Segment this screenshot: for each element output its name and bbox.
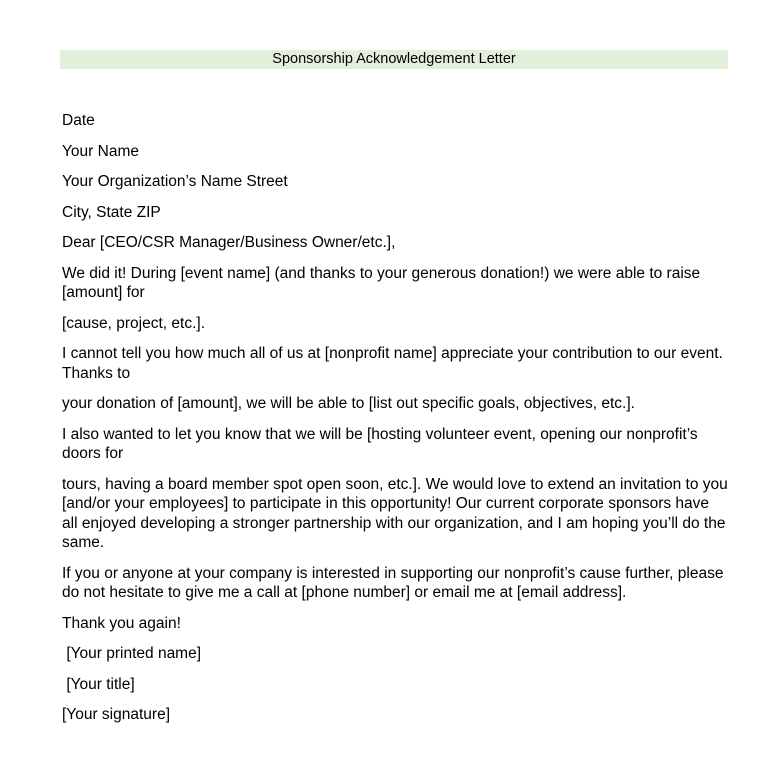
paragraph-cause: [cause, project, etc.]. bbox=[62, 314, 206, 332]
document-title: Sponsorship Acknowledgement Letter bbox=[60, 50, 728, 69]
organization-street-line: Your Organization’s Name Street bbox=[62, 173, 288, 190]
title-line: [Your title] bbox=[62, 675, 135, 693]
paragraph-invitation: tours, having a board member spot open soon, etc.]. We would love to extend an invitation to you [and/or your employees] to participate in this opportunity! Our current corporate sponsors have all enjoyed developing a stronger partnership with our organization, and I am hoping you’ll do the same. bbox=[62, 475, 733, 551]
date-line: Date bbox=[62, 112, 95, 129]
printed-name-line: [Your printed name] bbox=[62, 645, 202, 662]
paragraph-contact: If you or anyone at your company is interested in supporting our nonprofit’s cause further, please do not hesitate to give me a call at [phone number] or email me at [email address]. bbox=[62, 564, 728, 601]
letter-body bbox=[62, 111, 733, 736]
sender-name-line: Your Name bbox=[62, 142, 139, 160]
paragraph-appreciation: I cannot tell you how much all of us at [nonprofit name] appreciate your contribution to our event. Thanks to bbox=[62, 345, 727, 382]
signature-line: [Your signature] bbox=[62, 706, 171, 723]
salutation-line: Dear [CEO/CSR Manager/Business Owner/etc.], bbox=[62, 234, 396, 251]
paragraph-upcoming-event: I also wanted to let you know that we will be [hosting volunteer event, opening our nonprofit’s doors for bbox=[62, 425, 702, 462]
paragraph-event-result: We did it! During [event name] (and thanks to your generous donation!) we were able to raise [amount] for bbox=[62, 264, 705, 301]
paragraph-goals: your donation of [amount], we will be able to [list out specific goals, objectives, etc.]. bbox=[62, 395, 635, 412]
closing-thanks: Thank you again! bbox=[62, 614, 181, 632]
city-state-zip-line: City, State ZIP bbox=[62, 203, 161, 221]
